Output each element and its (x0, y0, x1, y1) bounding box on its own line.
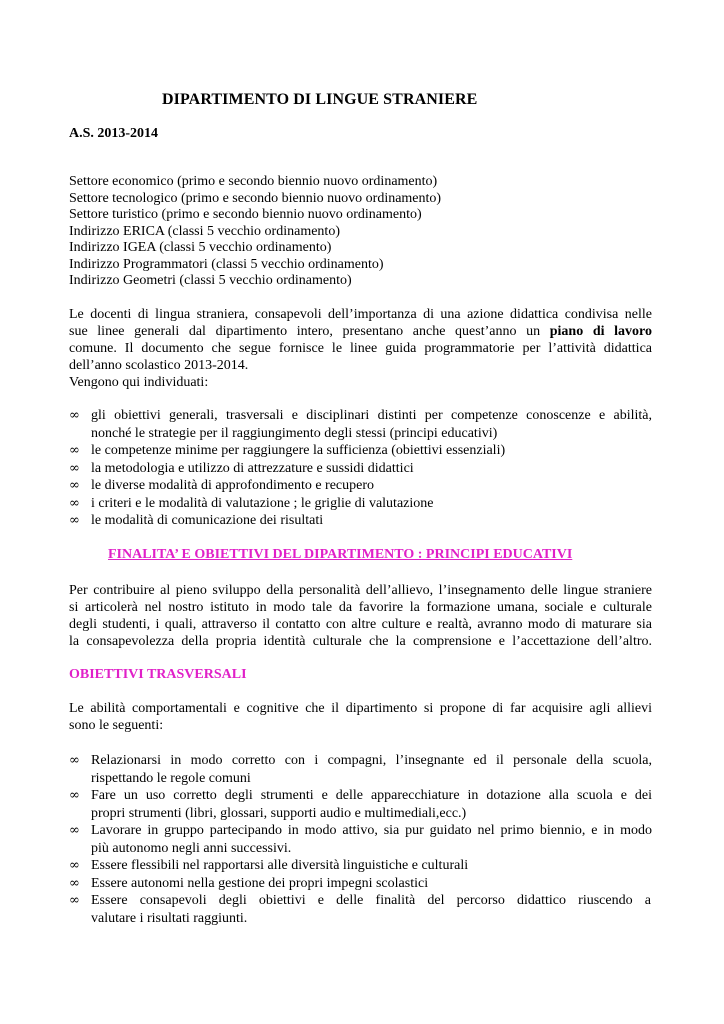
finalita-line: si articolerà nel nostro istituto in modo tale da favorire la formazione umana, sociale e culturale (69, 600, 652, 615)
document-title: DIPARTIMENTO DI LINGUE STRANIERE (162, 91, 478, 108)
finalita-line: Per contribuire al pieno sviluppo della personalità dell’allievo, l’insegnamento delle lingue straniere (69, 583, 652, 598)
settore-item: Indirizzo IGEA (classi 5 vecchio ordinamento) (69, 240, 332, 255)
infinity-bullet-icon: ∞ (69, 408, 80, 423)
settori-list (69, 174, 441, 290)
list-item (69, 512, 652, 530)
list-item (69, 752, 652, 787)
list-item-text: propri strumenti (libri, glossari, supporti audio e multimediali,ecc.) (91, 805, 467, 821)
list-item-text: la metodologia e utilizzo di attrezzature e sussidi didattici (91, 460, 414, 476)
list-item-text: Essere autonomi nella gestione dei propri impegni scolastici (91, 875, 429, 891)
list-item (69, 495, 652, 513)
trasversali-paragraph (69, 700, 652, 734)
infinity-bullet-icon: ∞ (69, 513, 80, 528)
intro-line (69, 323, 652, 340)
infinity-bullet-icon: ∞ (69, 858, 80, 873)
finalita-paragraph (69, 582, 652, 650)
individuati-list (69, 407, 652, 530)
infinity-bullet-icon: ∞ (69, 460, 80, 476)
settore-item: Settore economico (primo e secondo biennio nuovo ordinamento) (69, 174, 438, 189)
intro-line-text: sue linee generali dal dipartimento intero, presentano anche quest’anno un (69, 324, 550, 339)
infinity-bullet-icon: ∞ (69, 788, 80, 803)
school-year: A.S. 2013-2014 (69, 126, 159, 141)
intro-line: dell’anno scolastico 2013-2014. (69, 358, 249, 373)
infinity-bullet-icon: ∞ (69, 478, 80, 493)
list-item-text: i criteri e le modalità di valutazione ; le griglie di valutazione (91, 495, 434, 511)
list-item (69, 442, 652, 460)
list-item (69, 787, 652, 822)
intro-paragraph (69, 306, 652, 391)
list-item-text: gli obiettivi generali, trasversali e disciplinari distinti per competenze conoscenze e abilità, (91, 408, 652, 423)
list-item (69, 407, 652, 442)
intro-line: Vengono qui individuati: (69, 375, 209, 390)
list-item-text: Fare un uso corretto degli strumenti e delle apparecchiature in dotazione alla scuola e dei (91, 788, 652, 803)
piano-di-lavoro-emphasis: piano di lavoro (549, 324, 652, 339)
list-item-text: più autonomo negli anni successivi. (91, 840, 292, 856)
list-item-text: le competenze minime per raggiungere la sufficienza (obiettivi essenziali) (91, 443, 506, 458)
list-item-text: le diverse modalità di approfondimento e recupero (91, 478, 375, 493)
list-item-text: nonché le strategie per il raggiungimento degli stessi (principi educativi) (91, 425, 498, 441)
trasversali-list (69, 752, 652, 927)
list-item (69, 875, 652, 893)
list-item (69, 892, 652, 927)
list-item-text: Essere flessibili nel rapportarsi alle diversità linguistiche e culturali (91, 858, 469, 873)
infinity-bullet-icon: ∞ (69, 443, 80, 458)
infinity-bullet-icon: ∞ (69, 875, 80, 891)
intro-line: Le docenti di lingua straniera, consapevoli dell’importanza di una azione didattica condivisa nelle (69, 307, 652, 322)
list-item-text: Lavorare in gruppo partecipando in modo attivo, sia pur guidato nel primo biennio, e in modo (91, 823, 652, 838)
list-item-text: rispettando le regole comuni (91, 770, 251, 786)
infinity-bullet-icon: ∞ (69, 753, 80, 768)
trasversali-line: Le abilità comportamentali e cognitive che il dipartimento si propone di far acquisire agli allievi (69, 701, 652, 716)
settore-item: Settore tecnologico (primo e secondo biennio nuovo ordinamento) (69, 190, 442, 206)
list-item-text: le modalità di comunicazione dei risultati (91, 513, 324, 528)
trasversali-heading: OBIETTIVI TRASVERSALI (69, 667, 247, 682)
finalita-line: degli studenti, i quali, attraverso il contatto con altre culture e realtà, avranno modo di maturare sia (69, 617, 652, 632)
list-item-text: valutare i risultati raggiunti. (91, 910, 248, 926)
finalita-line: la consapevolezza della propria identità culturale che la comprensione e l’accettazione dell’altro. (69, 634, 652, 649)
intro-line: comune. Il documento che segue fornisce le linee guida programmatorie per l’attività didattica (69, 341, 652, 356)
infinity-bullet-icon: ∞ (69, 823, 80, 838)
settore-item: Indirizzo ERICA (classi 5 vecchio ordinamento) (69, 223, 340, 239)
list-item (69, 477, 652, 495)
trasversali-line: sono le seguenti: (69, 718, 164, 733)
settore-item: Settore turistico (primo e secondo biennio nuovo ordinamento) (69, 207, 422, 222)
settore-item: Indirizzo Geometri (classi 5 vecchio ordinamento) (69, 273, 352, 288)
infinity-bullet-icon: ∞ (69, 893, 80, 908)
infinity-bullet-icon: ∞ (69, 495, 80, 511)
list-item (69, 822, 652, 857)
finalita-heading: FINALITA’ E OBIETTIVI DEL DIPARTIMENTO : PRINCIPI EDUCATIVI (108, 547, 573, 562)
settore-item: Indirizzo Programmatori (classi 5 vecchio ordinamento) (69, 256, 384, 272)
list-item-text: Essere consapevoli degli obiettivi e delle finalità del percorso didattico riuscendo a (91, 893, 651, 908)
list-item (69, 460, 652, 478)
list-item (69, 857, 652, 875)
list-item-text: Relazionarsi in modo corretto con i compagni, l’insegnante ed il personale della scuola, (91, 753, 652, 768)
